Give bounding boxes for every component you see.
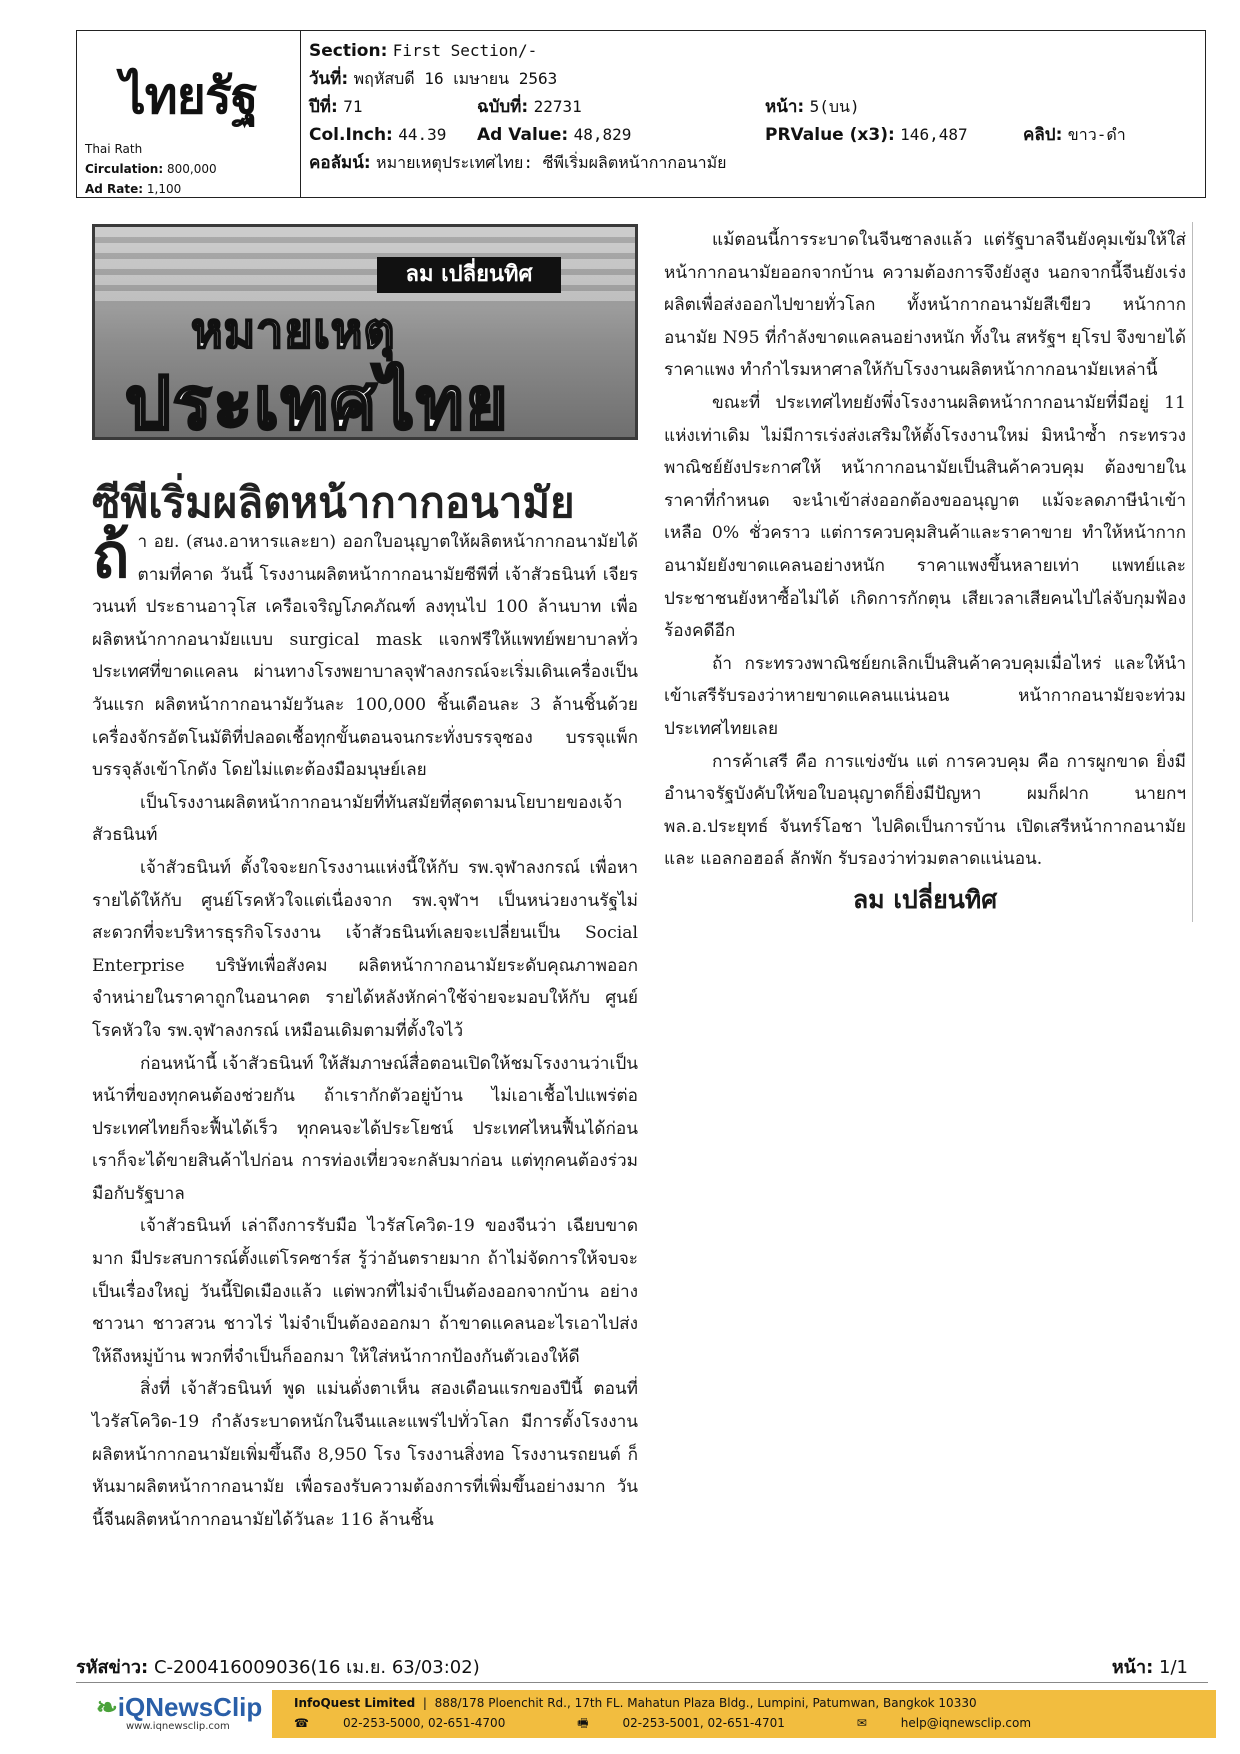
contact-band — [272, 1690, 1216, 1738]
column-field: คอลัมน์: หมายเหตุประเทศไทย: ซีพีเริ่มผลิตหน้ากากอนามัย — [309, 153, 727, 173]
article-paragraph: เจ้าสัวธนินท์ เล่าถึงการรับมือ ไวรัสโควิด-19 ของจีนว่า เฉียบขาดมาก มีประสบการณ์ตั้งแต่โรคซาร์ส รู้ว่าอันตรายมาก ถ้าไม่จัดการให้จบจะเป็นเรื่องใหญ่ วันนี้ปิดเมืองแล้ว แต่พวกที่ไม่จำเป็นต้องออกจากบ้าน อย่าง ชาวนา ชาวสวน ชาวไร่ ไม่จำเป็นต้องออกมา ถ้าขาดแคลนอะไรเอาไปส่งให้ถึงหมู่บ้าน พวกที่จำเป็นก็ออกมา ให้ใส่หน้ากากป้องกันตัวเองให้ดี — [92, 1216, 638, 1367]
circulation: Circulation: 800,000 — [85, 162, 217, 176]
article-paragraph: ถ้า อย. (สนง.อาหารและยา) ออกใบอนุญาตให้ผลิตหน้ากากอนามัยได้ตามที่คาด วันนี้ โรงงานผลิตหน้ากากอนามัยซีพีที่ เจ้าสัวธนินท์ เจียรวนนท์ ประธานอาวุโส เครือเจริญโภคภัณฑ์ ลงทุนไป 100 ล้านบาท เพื่อผลิตหน้ากากอนามัยแบบ surgical mask แจกฟรีให้แพทย์พยาบาลทั่วประเทศที่ขาดแคลน ผ่านทางโรงพยาบาลจุฬาลงกรณ์จะเริ่มเดินเครื่องเป็นวันแรก ผลิตหน้ากากอนามัยวันละ 100,000 ชิ้นเดือนละ 3 ล้านชิ้นด้วยเครื่องจักรอัตโนมัติที่ปลอดเชื้อทุกขั้นตอนจนกระทั่งบรรจุซอง บรรจุแพ็ก บรรจุลังเข้าโกดัง โดยไม่แตะต้องมือมนุษย์เลย — [92, 519, 638, 781]
mail-icon: ✉ — [856, 1716, 867, 1730]
issue-field: ฉบับที่: 22731 — [477, 97, 582, 117]
banner-author-tag: ลม เปลี่ยนทิศ — [377, 257, 561, 293]
clip-metadata — [301, 31, 1205, 197]
publication-box — [77, 31, 301, 197]
drop-cap: ถ้ — [92, 519, 130, 592]
phone-icon: ☎ — [294, 1716, 309, 1730]
newspaper-logo: ไทยรัฐ — [120, 67, 258, 125]
article-right-column — [664, 224, 1186, 916]
colinch-field: Col.Inch: 44.39 — [309, 125, 447, 145]
email[interactable]: ✉ help@iqnewsclip.com — [857, 1716, 1065, 1730]
ad-rate: Ad Rate: 1,100 — [85, 182, 182, 196]
banner-title-line2: ประเทศไทย — [125, 361, 510, 440]
leaf-icon: ❧ — [96, 1692, 118, 1722]
column-banner — [92, 224, 638, 440]
company-address: InfoQuest Limited | 888/178 Ploenchit Rd., 17th FL. Mahatun Plaza Bldg., Lumpini, Patumwan, Bangkok 10330 — [294, 1696, 977, 1710]
brand-logo: ❧iQNewsClip — [96, 1692, 263, 1722]
author-signoff: ลม เปลี่ยนทิศ — [852, 884, 998, 914]
contact-row — [294, 1713, 1216, 1733]
article-left-column — [92, 519, 638, 1536]
year-field: ปีที่: 71 — [309, 97, 363, 117]
article-paragraph: เจ้าสัวธนินท์ ตั้งใจจะยกโรงงานแห่งนี้ให้กับ รพ.จุฬาลงกรณ์ เพื่อหารายได้ให้กับ ศูนย์โรคหัวใจแต่เนื่องจาก รพ.จุฬาฯ เป็นหน่วยงานรัฐไม่สะดวกที่จะบริหารธุรกิจโรงงาน เจ้าสัวธนินท์เลยจะเปลี่ยนเป็น Social Enterprise บริษัทเพื่อสังคม ผลิตหน้ากากอนามัยระดับคุณภาพออกจำหน่ายในราคาถูกในอนาคต รายได้หลังหักค่าใช้จ่ายจะมอบให้กับ ศูนย์โรคหัวใจ รพ.จุฬาลงกรณ์ เหมือนเดิมตามที่ตั้งใจไว้ — [92, 857, 638, 1041]
column-divider — [1192, 222, 1193, 922]
article-paragraph: สิ่งที่ เจ้าสัวธนินท์ พูด แม่นดั่งตาเห็น สองเดือนแรกของปีนี้ ตอนที่ไวรัสโควิด-19 กำลังระบาดหนักในจีนและแพร่ไปทั่วโลก มีการตั้งโรงงานผลิตหน้ากากอนามัยเพิ่มขึ้นถึง 8,950 โรง โรงงานสิ่งทอ โรงงานรถยนต์ ก็หันมาผลิตหน้ากากอนามัย เพื่อรองรับความต้องการที่เพิ่มขึ้นอย่างมาก วันนี้จีนผลิตหน้ากากอนามัยได้วันละ 116 ล้านชิ้น — [92, 1379, 638, 1530]
clip-header — [76, 30, 1206, 198]
footer-divider — [76, 1682, 1208, 1683]
footer-page-number: หน้า: 1/1 — [1111, 1657, 1188, 1678]
paper-name: Thai Rath — [85, 142, 143, 156]
clip-type-field: คลิป: ขาว-ดำ — [1023, 125, 1126, 145]
article-paragraph: การค้าเสรี คือ การแข่งขัน แต่ การควบคุม คือ การผูกขาด ยิ่งมีอำนาจรัฐบังคับให้ขอใบอนุญาตก็ยิ่งมีปัญหา ผมก็ฝาก นายกฯ พล.อ.ประยุทธ์ จันทร์โอชา ไปคิดเป็นการบ้าน เปิดเสรีหน้ากากอนามัย และ แอลกอฮอล์ ลักพัก รับรองว่าท่วมตลาดแน่นอน. — [664, 751, 1186, 870]
article-paragraph: เป็นโรงงานผลิตหน้ากากอนามัยที่ทันสมัยที่สุดตามนโยบายของเจ้าสัวธนินท์ — [92, 792, 623, 846]
article-paragraph: ก่อนหน้านี้ เจ้าสัวธนินท์ ให้สัมภาษณ์สื่อตอนเปิดให้ชมโรงงานว่าเป็นหน้าที่ของทุกคนต้องช่วยกัน ถ้าเรากักตัวอยู่บ้าน ไม่เอาเชื้อไปแพร่ต่อ ประเทศไทยก็จะฟื้นได้เร็ว ทุกคนจะได้ประโยชน์ ประเทศไหนฟื้นได้ก่อน เราก็จะได้ขายสินค้าไปก่อน การท่องเที่ยวจะกลับมาก่อน แต่ทุกคนต้องร่วมมือกับรัฐบาล — [92, 1053, 638, 1204]
page-field: หน้า: 5(บน) — [765, 97, 860, 117]
article-paragraph: ขณะที่ ประเทศไทยยังพึ่งโรงงานผลิตหน้ากากอนามัยที่มีอยู่ 11 แห่งเท่าเดิม ไม่มีการเร่งส่งเสริมให้ตั้งโรงงานใหม่ มิหนำซ้ำ กระทรวงพาณิชย์ยังประกาศให้ หน้ากากอนามัยเป็นสินค้าควบคุม ต้องขายในราคาที่กำหนด จะนำเข้าส่งออกต้องขออนุญาต แม้จะลดภาษีนำเข้าเหลือ 0% ชั่วคราว แต่การควบคุมสินค้าและราคาขาย ทำให้หน้ากากอนามัยยังขาดแคลนอย่างหนัก ราคาแพงขึ้นหลายเท่า แพทย์และประชาชนยังหาซื้อไม่ได้ เกิดการกักตุน เสียเวลาเสียคนไปไล่จับกุมฟ้องร้องคดีอีก — [664, 392, 1186, 642]
fax: 🖷 02-253-5001, 02-651-4701 — [577, 1716, 819, 1730]
section-field: Section: First Section/- — [309, 41, 538, 61]
article-paragraph: ถ้า กระทรวงพาณิชย์ยกเลิกเป็นสินค้าควบคุมเมื่อไหร่ และให้นำเข้าเสรีรับรองว่าหายขาดแคลนแน่นอน หน้ากากอนามัยจะท่วมประเทศไทยเลย — [664, 653, 1186, 739]
fax-icon: 🖷 — [577, 1716, 589, 1730]
news-code: รหัสข่าว: C-200416009036(16 เม.ย. 63/03:02) — [76, 1657, 480, 1678]
brand-url[interactable]: www.iqnewsclip.com — [126, 1721, 230, 1732]
prvalue-field: PRValue (x3): 146,487 — [765, 125, 968, 145]
advalue-field: Ad Value: 48,829 — [477, 125, 632, 145]
article-headline: ซีพีเริ่มผลิตหน้ากากอนามัย — [92, 478, 575, 527]
article-paragraph: แม้ตอนนี้การระบาดในจีนซาลงแล้ว แต่รัฐบาลจีนยังคุมเข้มให้ใส่หน้ากากอนามัยออกจากบ้าน ความต้องการจึงยังสูง นอกจากนี้จีนยังเร่งผลิตเพื่อส่งออกไปขายทั่วโลก ทั้งหน้ากากอนามัยสีเขียว หน้ากากอนามัย N95 ที่กำลังขาดแคลนอย่างหนัก ทั้งใน สหรัฐฯ ยุโรป จึงขายได้ราคาแพง ทำกำไรมหาศาลให้กับโรงงานผลิตหน้ากากอนามัยเหล่านี้ — [664, 230, 1186, 381]
phone: ☎ 02-253-5000, 02-651-4700 — [294, 1716, 539, 1730]
iqnewsclip-brand[interactable] — [96, 1692, 266, 1740]
banner-title-line1: หมายเหตุ — [191, 303, 396, 359]
date-field: วันที่: พฤหัสบดี 16 เมษายน 2563 — [309, 69, 558, 89]
